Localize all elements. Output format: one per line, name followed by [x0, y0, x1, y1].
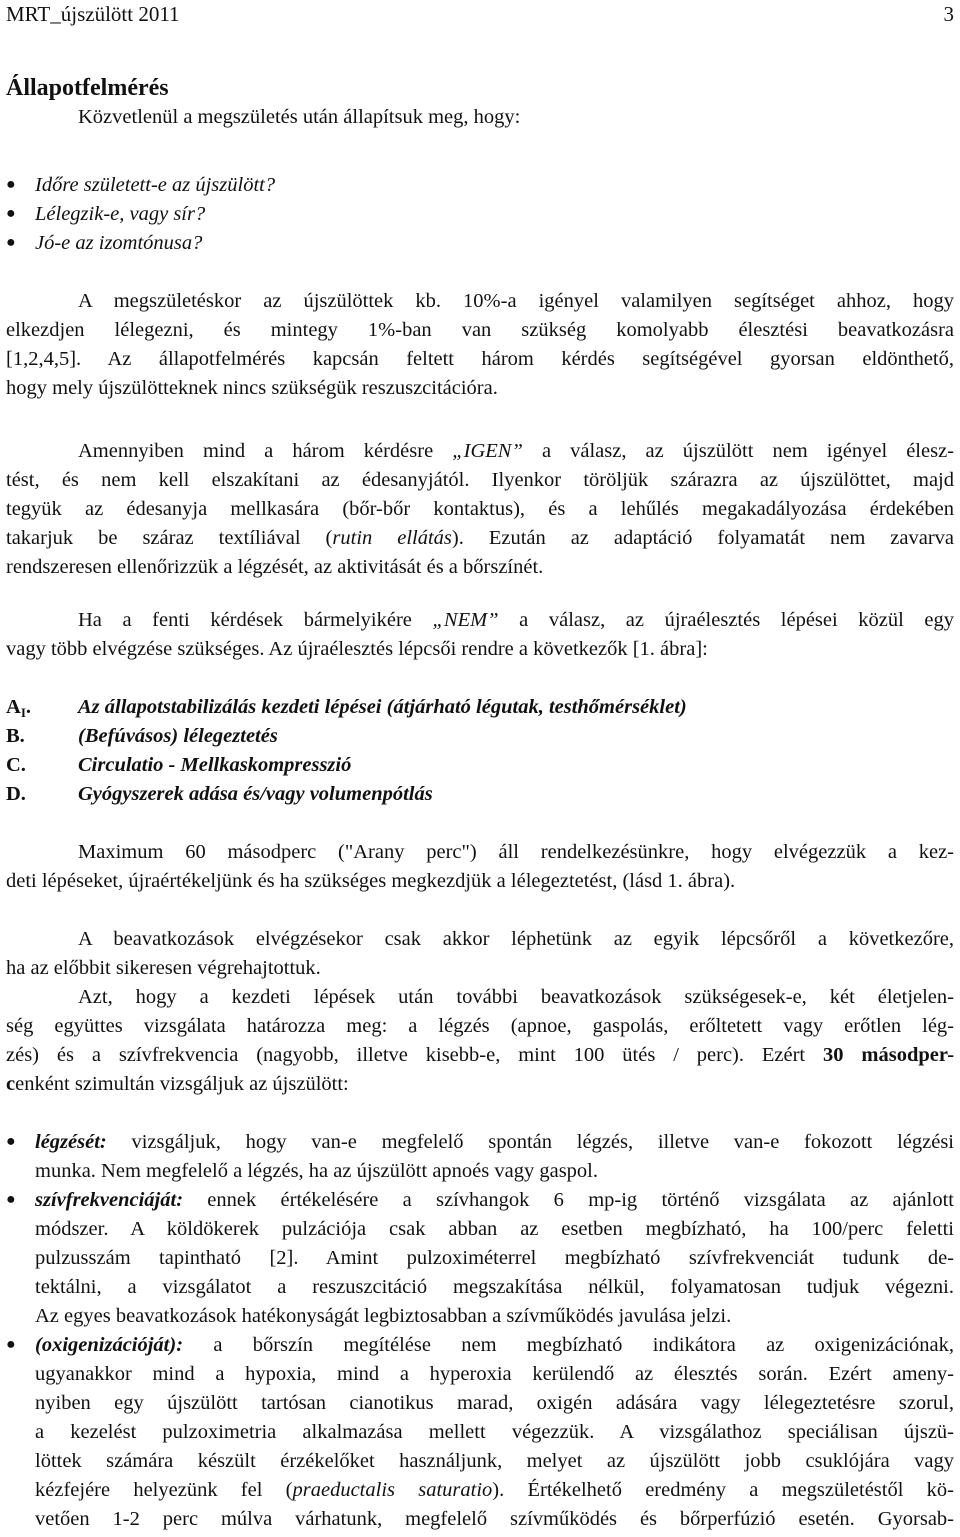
paragraph-line: ség együttes vizsgálata határozza meg: a légzés (apnoe, gaspolás, erőltetett vagy erőtlen lég-: [6, 1015, 954, 1037]
paragraph-line: a kezelést pulzoximetria alkalmazása mellett végezzük. A vizsgálathoz speciálisan újszü-: [35, 1421, 954, 1443]
page-header: [6, 2, 954, 28]
paragraph-line: takarjuk be száraz textíliával (rutin ellátás). Ezután az adaptáció folyamatát nem zavarva: [6, 527, 954, 549]
header-title: MRT_újszülött 2011: [6, 2, 180, 26]
bullet-icon: ●: [6, 234, 16, 251]
page-number: 3: [943, 2, 954, 26]
step-letter: C.: [6, 754, 26, 776]
paragraph-line: deti lépéseket, újraértékeljünk és ha szükséges megkezdjük a lélegeztetést, (lásd 1. ábra).: [6, 870, 736, 892]
paragraph-line: Amennyiben mind a három kérdésre „IGEN” a válasz, az újszülött nem igényel élesz-: [78, 440, 955, 462]
paragraph-line: [1,2,4,5]. Az állapotfelmérés kapcsán feltett három kérdés segítségével gyorsan eldönthető,: [6, 348, 954, 370]
paragraph-line: pulzusszám tapintható [2]. Amint pulzoximéterrel megbízható szívfrekvenciát tudunk de-: [35, 1247, 954, 1269]
paragraph-line: munka. Nem megfelelő a légzés, ha az újszülött apnoés vagy gaspol.: [35, 1160, 598, 1182]
paragraph-line: cenként szimultán vizsgáljuk az újszülött:: [6, 1073, 349, 1095]
paragraph-line: tést, és nem kell elszakítani az édesanyjától. Ilyenkor töröljük szárazra az újszülöttet, majd: [6, 469, 954, 491]
bullet-icon: ●: [6, 1133, 16, 1150]
paragraph-line: hogy mely újszülötteknek nincs szükségük reszuszcitációra.: [6, 377, 498, 399]
paragraph-line: Az egyes beavatkozások hatékonyságát legbiztosabban a szívműködés javulása jelzi.: [35, 1305, 732, 1327]
paragraph-line: ha az előbbit sikeresen végrehajtottuk.: [6, 957, 321, 979]
bullet-icon: ●: [6, 1336, 16, 1353]
paragraph-line: kézfejére helyezünk fel (praeductalis saturatio). Értékelhető eredmény a megszületéstől kö-: [35, 1479, 954, 1501]
paragraph-line: nyiben egy újszülött tartósan cianotikus marad, oxigén adására vagy lélegeztetésre szorul,: [35, 1392, 954, 1414]
step-letter: $A_I$.: [6, 696, 31, 720]
paragraph-line: ugyanakkor mind a hypoxia, mind a hyperoxia kerülendő az élesztés során. Ezért ameny-: [35, 1363, 954, 1385]
paragraph-line: Azt, hogy a kezdeti lépések után további beavatkozások szükségesek-e, két életjelen-: [78, 986, 954, 1008]
paragraph-line: A megszületéskor az újszülöttek kb. 10%-a igényel valamilyen segítséget ahhoz, hogy: [78, 290, 954, 312]
paragraph-line: Ha a fenti kérdések bármelyikére „NEM” a válasz, az újraélesztés lépései közül egy: [78, 609, 955, 631]
step-letter: B.: [6, 725, 25, 747]
paragraph-line: Maximum 60 másodperc ("Arany perc") áll rendelkezésünkre, hogy elvégezzük a kez-: [78, 841, 954, 863]
paragraph-line: zés) és a szívfrekvencia (nagyobb, illetve kisebb-e, mint 100 ütés / perc). Ezért 30 másodper-: [6, 1044, 955, 1066]
intro-text: Közvetlenül a megszületés után állapítsuk meg, hogy:: [78, 106, 521, 128]
paragraph-line: tektálni, a vizsgálatot a reszuszcitáció megszakítása nélkül, folyamatosan tudjuk végezni.: [35, 1276, 954, 1298]
paragraph-line: löttek számára készült érzékelőket használjunk, melyet az újszülött jobb csuklójára vagy: [35, 1450, 954, 1472]
paragraph-line: rendszeresen ellenőrizzük a légzését, az aktivitását és a bőrszínét.: [6, 556, 544, 578]
bullet-icon: ●: [6, 176, 16, 193]
paragraph-line: módszer. A köldökerek pulzációja csak abban az esetben megbízható, ha 100/perc feletti: [35, 1218, 954, 1240]
paragraph-line: elkezdjen lélegezni, és mintegy 1%-ban van szükség komolyabb élesztési beavatkozásra: [6, 319, 954, 341]
paragraph-line: tegyük az édesanyja mellkasára (bőr-bőr kontaktus), és a lehűlés megakadályozása érdekében: [6, 498, 954, 520]
section-heading: Állapotfelmérés: [6, 75, 169, 101]
paragraph-line: vetően 1-2 perc múlva várhatunk, megfelelő szívműködés és bőrperfúzió esetén. Gyorsab-: [35, 1508, 954, 1530]
bullet-icon: ●: [6, 205, 16, 222]
step-letter: D.: [6, 783, 26, 805]
paragraph-line: vagy több elvégzése szükséges. Az újraélesztés lépcsői rendre a következők [1. ábra]:: [6, 638, 708, 660]
paragraph-line: A beavatkozások elvégzésekor csak akkor léphetünk az egyik lépcsőről a következőre,: [78, 928, 954, 950]
bullet-icon: ●: [6, 1191, 16, 1208]
